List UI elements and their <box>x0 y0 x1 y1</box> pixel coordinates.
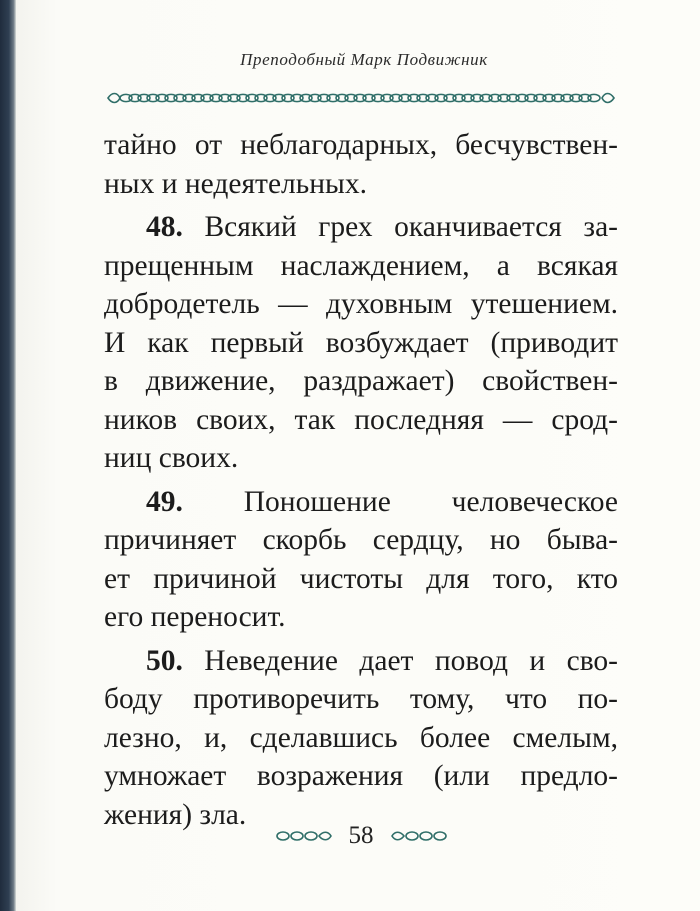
text-line: добродетель — духовным утешением. <box>104 288 618 320</box>
text-line: ных и недеятельных. <box>104 167 367 200</box>
ornamental-rule <box>104 90 618 106</box>
text-line: его переносит. <box>104 601 286 633</box>
page-footer <box>104 818 618 854</box>
page-number: 58 <box>348 822 374 849</box>
text-line: боду противоречить тому, что по- <box>104 683 618 715</box>
paragraph-number: 48. <box>146 211 183 243</box>
paragraph-49 <box>104 483 618 637</box>
text-line: 50. Неведение дает повод и сво- <box>146 644 619 677</box>
text-line: тайно от неблагодарных, бесчувствен- <box>104 129 618 161</box>
text-line: лезно, и, сделавшись более смелым, <box>104 721 618 754</box>
footer-ornament-left <box>275 828 333 844</box>
text-line: причиняет скорбь сердцу, но быва- <box>104 524 618 556</box>
text-line: ниц своих. <box>104 442 239 474</box>
text-line: ников своих, так последняя — срод- <box>104 403 618 436</box>
book-binding-edge <box>0 0 16 911</box>
text-line: ет причиной чистоты для того, кто <box>104 562 618 595</box>
paragraph-48 <box>104 208 618 478</box>
paragraph-continuation <box>104 126 618 203</box>
footer-ornament-right <box>390 828 448 844</box>
page-body <box>104 126 618 834</box>
text-line: 49. Поношение человеческое <box>146 485 618 518</box>
text-line: в движение, раздражает) свойствен- <box>104 365 618 397</box>
text-line: И как первый возбуждает (приводит <box>104 326 618 359</box>
running-header: Преподобный Марк Подвижник <box>240 50 488 69</box>
paragraph-50 <box>104 642 618 835</box>
paragraph-number: 50. <box>146 644 183 677</box>
text-line: жения) зла. <box>104 798 247 831</box>
text-line: умножает возражения (или предло- <box>104 760 618 792</box>
text-line: 48. Всякий грех оканчивается за- <box>146 211 619 243</box>
paragraph-number: 49. <box>146 485 183 518</box>
text-line: прещенным наслаждением, а всякая <box>104 249 618 282</box>
